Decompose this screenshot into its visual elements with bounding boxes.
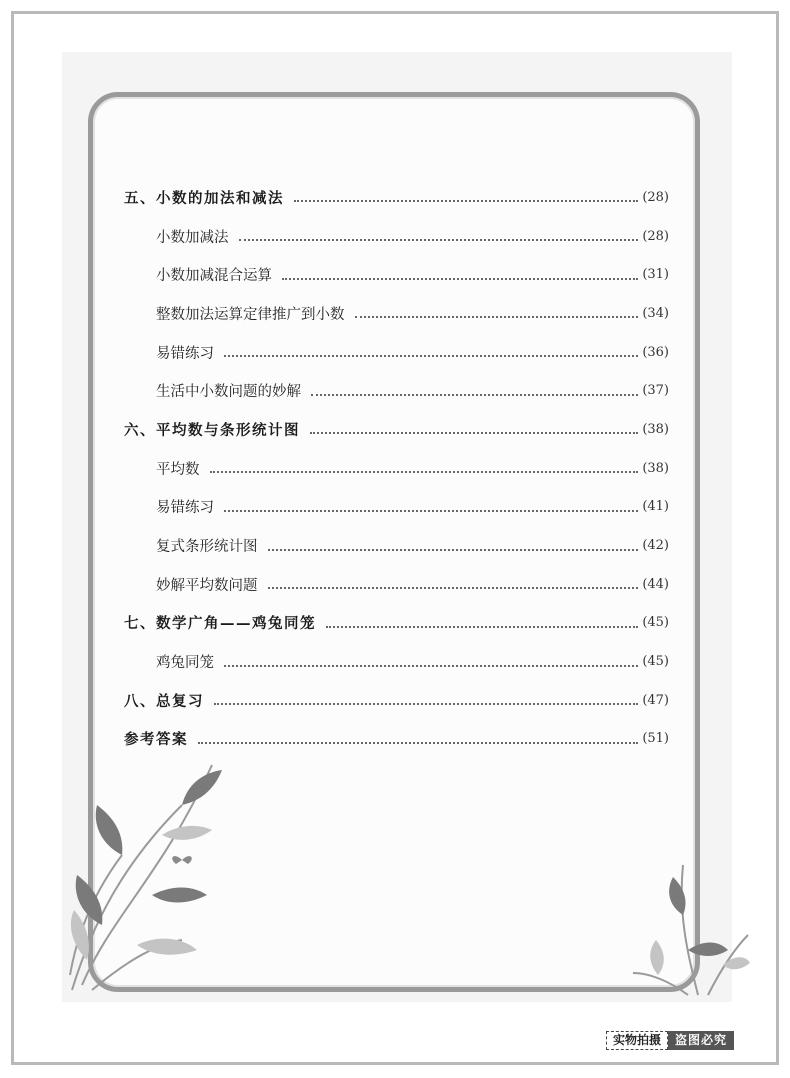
dot-leader (214, 703, 638, 705)
toc-entry-title: 易错练习 (156, 500, 214, 517)
toc-entry-title: 五、小数的加法和减法 (124, 190, 284, 207)
toc-chapter-row (124, 604, 669, 643)
toc-section-row (124, 449, 669, 488)
toc-section-row (124, 217, 669, 256)
toc-page-number: (44) (642, 576, 669, 592)
floral-decoration-right-icon (628, 855, 753, 1000)
stamp-left-label: 实物拍摄 (606, 1031, 668, 1050)
toc-page-number: (34) (642, 305, 669, 321)
toc-page-number: (36) (642, 344, 669, 360)
toc-entry-title: 生活中小数问题的妙解 (156, 384, 301, 401)
toc-entry-title: 鸡兔同笼 (156, 655, 214, 672)
toc-page-number: (45) (642, 615, 669, 631)
toc-page-number: (45) (642, 654, 669, 670)
toc-entry-title: 小数加减法 (156, 229, 229, 246)
table-of-contents (124, 178, 669, 758)
toc-entry-title: 整数加法运算定律推广到小数 (156, 306, 345, 323)
toc-page-number: (47) (642, 692, 669, 708)
toc-section-row (124, 565, 669, 604)
toc-page-number: (38) (642, 421, 669, 437)
toc-chapter-row (124, 681, 669, 720)
stamp-right-label: 盗图必究 (668, 1031, 734, 1050)
toc-page-number: (38) (642, 460, 669, 476)
dot-leader (224, 510, 638, 512)
toc-entry-title: 八、总复习 (124, 693, 204, 710)
dot-leader (210, 471, 639, 473)
watermark-stamp (606, 1031, 734, 1050)
toc-page-number: (28) (642, 189, 669, 205)
dot-leader (294, 200, 638, 202)
dot-leader (310, 432, 638, 434)
toc-chapter-row (124, 178, 669, 217)
toc-page-number: (41) (642, 499, 669, 515)
toc-entry-title: 小数加减混合运算 (156, 268, 272, 285)
toc-entry-title: 妙解平均数问题 (156, 577, 258, 594)
floral-decoration-left-icon (62, 745, 242, 995)
toc-entry-title: 参考答案 (124, 732, 188, 749)
toc-section-row (124, 526, 669, 565)
dot-leader (311, 394, 638, 396)
dot-leader (224, 355, 638, 357)
toc-entry-title: 易错练习 (156, 345, 214, 362)
toc-section-row (124, 371, 669, 410)
dot-leader (326, 626, 638, 628)
dot-leader (268, 549, 639, 551)
toc-page-number: (42) (642, 538, 669, 554)
toc-section-row (124, 294, 669, 333)
dot-leader (282, 278, 638, 280)
toc-page-number: (37) (642, 383, 669, 399)
toc-page-number: (28) (642, 228, 669, 244)
toc-section-row (124, 488, 669, 527)
toc-entry-title: 六、平均数与条形统计图 (124, 422, 300, 439)
dot-leader (239, 239, 639, 241)
dot-leader (355, 316, 639, 318)
dot-leader (224, 665, 638, 667)
toc-entry-title: 平均数 (156, 461, 200, 478)
toc-section-row (124, 642, 669, 681)
toc-section-row (124, 255, 669, 294)
toc-section-row (124, 333, 669, 372)
dot-leader (198, 742, 638, 744)
toc-entry-title: 复式条形统计图 (156, 539, 258, 556)
toc-chapter-row (124, 720, 669, 759)
toc-page-number: (51) (642, 731, 669, 747)
toc-page-number: (31) (642, 267, 669, 283)
dot-leader (268, 587, 639, 589)
toc-chapter-row (124, 410, 669, 449)
toc-entry-title: 七、数学广角——鸡兔同笼 (124, 616, 316, 633)
